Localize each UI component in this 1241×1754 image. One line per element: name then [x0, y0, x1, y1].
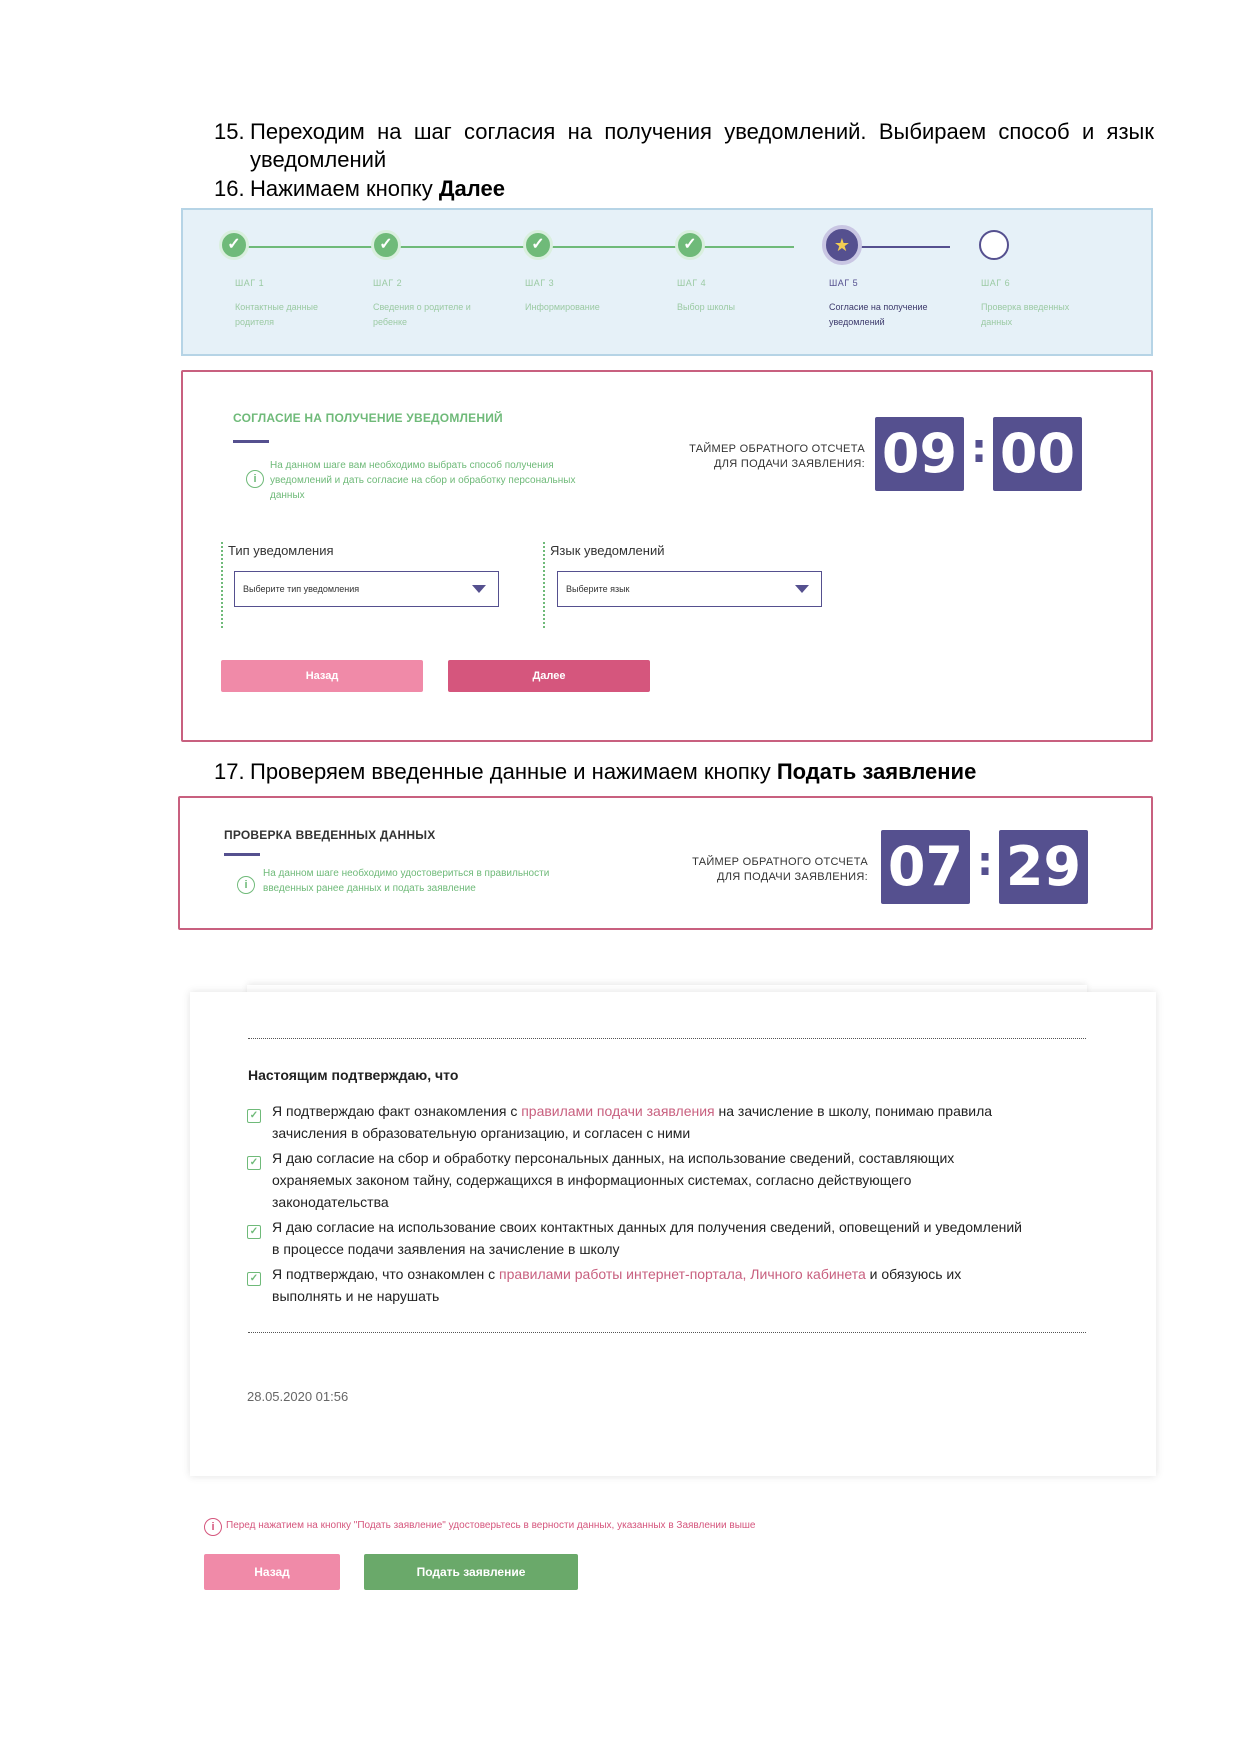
step-1-check-icon: ✓ — [219, 230, 249, 260]
confirmation-item-4 — [272, 1263, 1086, 1307]
item-text: охраняемых законом тайну, содержащихся в информационных системах, согласно действующего — [272, 1172, 912, 1188]
divider — [248, 1038, 1086, 1039]
info-text — [270, 458, 670, 503]
step-5-desc: Согласие на получение уведомлений — [829, 302, 928, 327]
field-rule — [543, 542, 547, 628]
step-3-check-icon: ✓ — [523, 230, 553, 260]
step-3-desc: Информирование — [525, 302, 600, 312]
info-line: На данном шаге необходимо удостовериться в правильности — [263, 868, 550, 879]
review-panel — [178, 796, 1153, 930]
item-text: Я подтверждаю факт ознакомления с — [272, 1103, 522, 1119]
field-rule — [221, 542, 225, 628]
timer-minutes: 09 — [875, 417, 964, 491]
chevron-down-icon — [795, 585, 809, 593]
back-button[interactable]: Назад — [204, 1554, 340, 1590]
title-underline — [233, 440, 269, 443]
step-4-desc: Выбор школы — [677, 302, 735, 312]
warning-text: Перед нажатием на кнопку "Подать заявление" удостоверьтесь в верности данных, указанных в Заявлении выше — [226, 1520, 756, 1531]
chevron-down-icon — [472, 585, 486, 593]
step-2-title: ШАГ 2 — [373, 278, 403, 288]
rules-link[interactable]: правилами подачи заявления — [521, 1103, 715, 1119]
select-placeholder: Выберите тип уведомления — [243, 584, 360, 594]
item-text: в процессе подачи заявления на зачисление в школу — [272, 1241, 620, 1257]
step-4-check-icon: ✓ — [675, 230, 705, 260]
info-line: данных — [270, 490, 305, 501]
next-button[interactable]: Далее — [448, 660, 650, 692]
instruction-bold: Подать заявление — [776, 759, 977, 784]
confirmation-item-3 — [272, 1216, 1086, 1260]
info-text — [263, 866, 663, 896]
info-icon: i — [237, 876, 255, 894]
notification-language-label: Язык уведомлений — [550, 543, 665, 558]
item-text: Я даю согласие на сбор и обработку персональных данных, на использование сведений, составляющих — [272, 1150, 955, 1166]
timer-label-line: ДЛЯ ПОДАЧИ ЗАЯВЛЕНИЯ: — [717, 871, 868, 883]
stepper-panel — [181, 208, 1153, 356]
warning-icon: i — [204, 1518, 222, 1536]
notification-type-label: Тип уведомления — [228, 543, 334, 558]
timer-label — [646, 855, 868, 885]
submit-application-button[interactable]: Подать заявление — [364, 1554, 578, 1590]
section-title: СОГЛАСИЕ НА ПОЛУЧЕНИЕ УВЕДОМЛЕНИЙ — [233, 411, 503, 425]
timer-label-line: ТАЙМЕР ОБРАТНОГО ОТСЧЕТА — [689, 443, 865, 455]
info-line: уведомлений и дать согласие на сбор и обработку персональных — [270, 475, 576, 486]
info-line: введенных ранее данных и подать заявление — [263, 883, 476, 894]
checkbox-personal-data[interactable]: ✓ — [247, 1156, 261, 1170]
submission-date: 28.05.2020 01:56 — [247, 1389, 349, 1404]
item-text: зачисления в образовательную организацию, и согласен с ними — [272, 1125, 691, 1141]
instruction-text: Проверяем введенные данные и нажимаем кнопку — [250, 759, 777, 784]
timer-seconds: 29 — [999, 830, 1088, 904]
step-2-desc: Сведения о родителе и ребенке — [373, 302, 471, 327]
info-line: На данном шаге вам необходимо выбрать способ получения — [270, 460, 554, 471]
timer-separator: : — [971, 426, 987, 472]
step-5-title: ШАГ 5 — [829, 278, 859, 288]
instruction-15 — [214, 118, 1154, 174]
timer-minutes: 07 — [881, 830, 970, 904]
instruction-number: 17. — [214, 759, 245, 784]
step-6-desc: Проверка введенных данных — [981, 302, 1070, 327]
stepper-progress-line — [234, 246, 794, 248]
instruction-bold: Далее — [438, 176, 505, 201]
step-6-title: ШАГ 6 — [981, 278, 1011, 288]
portal-rules-link[interactable]: правилами работы интернет-портала, Личного кабинета — [499, 1266, 866, 1282]
checkbox-portal-rules[interactable]: ✓ — [247, 1272, 261, 1286]
consent-panel — [181, 370, 1153, 742]
item-text: выполнять и не нарушать — [272, 1288, 440, 1304]
item-text: законодательства — [272, 1194, 389, 1210]
timer-label-line: ТАЙМЕР ОБРАТНОГО ОТСЧЕТА — [692, 856, 868, 868]
checkbox-contact-data[interactable]: ✓ — [247, 1225, 261, 1239]
confirmation-heading: Настоящим подтверждаю, что — [248, 1067, 459, 1083]
notification-language-select[interactable] — [557, 571, 822, 607]
item-text: Я даю согласие на использование своих контактных данных для получения сведений, оповещений и уведомлений — [272, 1219, 1023, 1235]
instruction-16 — [214, 175, 814, 203]
notification-type-select[interactable] — [234, 571, 499, 607]
step-6-circle-icon — [979, 230, 1009, 260]
confirmation-item-1 — [272, 1100, 1086, 1144]
divider — [248, 1332, 1086, 1333]
instruction-number: 15. — [214, 119, 245, 144]
instruction-text: Переходим на шаг согласия на получения уведомлений. Выбираем способ и язык — [250, 119, 1154, 144]
timer-seconds: 00 — [993, 417, 1082, 491]
step-4-title: ШАГ 4 — [677, 278, 707, 288]
step-1-title: ШАГ 1 — [235, 278, 265, 288]
instruction-number: 16. — [214, 176, 245, 201]
instruction-17 — [214, 758, 1114, 786]
step-3-title: ШАГ 3 — [525, 278, 555, 288]
item-text: на зачисление в школу, понимаю правила — [714, 1103, 993, 1119]
instruction-text: уведомлений — [250, 147, 387, 172]
select-placeholder: Выберите язык — [566, 584, 630, 594]
info-icon: i — [246, 470, 264, 488]
step-1-desc: Контактные данные родителя — [235, 302, 319, 327]
instruction-text: Нажимаем кнопку — [250, 176, 439, 201]
checkbox-rules[interactable]: ✓ — [247, 1109, 261, 1123]
item-text: Я подтверждаю, что ознакомлен с — [272, 1266, 500, 1282]
timer-label — [643, 442, 865, 472]
confirmation-card — [190, 992, 1156, 1476]
item-text: и обязуюсь их — [865, 1266, 962, 1282]
step-2-check-icon: ✓ — [371, 230, 401, 260]
section-title: ПРОВЕРКА ВВЕДЕННЫХ ДАННЫХ — [224, 828, 436, 842]
back-button[interactable]: Назад — [221, 660, 423, 692]
timer-separator: : — [977, 839, 993, 885]
timer-label-line: ДЛЯ ПОДАЧИ ЗАЯВЛЕНИЯ: — [714, 458, 865, 470]
confirmation-item-2 — [272, 1147, 1086, 1213]
title-underline — [224, 853, 260, 856]
step-5-star-icon: ★ — [822, 225, 862, 265]
